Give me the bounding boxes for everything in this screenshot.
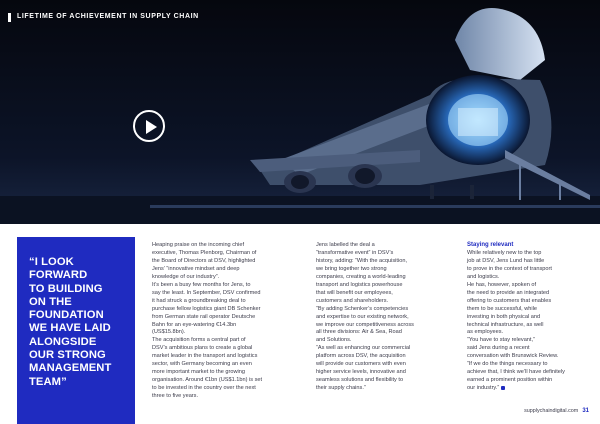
paragraph: “As well as enhancing our commercial platform across DSV, the acquisition will provide our customers with even higher service levels, innovative and seamless solutions and flexibility to their supply chains.” <box>316 345 411 392</box>
paragraph: The acquisition forms a central part of DSV’s ambitious plans to create a global market leader in the transport and logistics sector, with Germany becoming an even more important market to the growing organisation. Around €1bn (US$1.1bn) is set to be invested in the country over the next three to five years. <box>152 337 263 400</box>
paragraph: It’s been a busy few months for Jens, to say the least. In September, DSV confirmed it had struck a groundbreaking deal to purchase fellow logistics giant DB Schenker from German state rail operator Deutsche Bahn for an eye-watering €14.3bn (US$15.8bn). <box>152 281 261 336</box>
paragraph: “By adding Schenker’s competencies and expertise to our existing network, we improve our competitiveness across all three divisions: Air & Sea, Road and Solutions. <box>316 305 414 344</box>
page-footer <box>524 408 589 414</box>
section-label: LIFETIME OF ACHIEVEMENT IN SUPPLY CHAIN <box>17 13 199 20</box>
paragraph: Jens labelled the deal a “transformative event” in DSV’s history, adding: “With the acquisition, we bring together two strong companies, creating a world-leading transport and logistics powerhouse that will benefit our employees, customers and shareholders. <box>316 242 407 304</box>
article-column-3 <box>467 242 585 393</box>
paragraph: While relatively new to the top job at DSV, Jens Lund has little to prove in the context of transport and logistics. <box>467 249 552 280</box>
end-mark-icon <box>501 386 505 390</box>
paragraph: Heaping praise on the incoming chief executive, Thomas Plenborg, Chairman of the Board of Directors at DSV, highlighted Jens’ “innovative mindset and deep knowledge of our industry”. <box>152 242 257 280</box>
article-column-1 <box>152 242 270 401</box>
pull-quote-text: “I LOOK FORWARD TO BUILDING ON THE FOUNDATION WE HAVE LAID ALONGSIDE OUR STRONG MANAGEMENT TEAM” <box>29 256 112 388</box>
article-column-2 <box>316 242 434 393</box>
paragraph-text: “You have to stay relevant,” said Jens during a recent conversation with Brunswick Review. “If we do the things necessary to achieve that, I think we’ll have definitely earned a prominent position within our industry.” <box>467 337 565 392</box>
paragraph-last <box>467 337 585 393</box>
play-icon[interactable] <box>133 110 165 142</box>
page-number: 31 <box>582 408 589 414</box>
site-url: supplychaindigital.com <box>524 408 579 414</box>
pull-quote-box <box>17 237 135 424</box>
paragraph: He has, however, spoken of the need to provide an integrated offering to customers that enables them to be successful, while investing in both physical and technical infrastructure, as well as employees. <box>467 281 552 336</box>
subheading: Staying relevant <box>467 242 514 248</box>
section-label-bar <box>8 13 11 22</box>
